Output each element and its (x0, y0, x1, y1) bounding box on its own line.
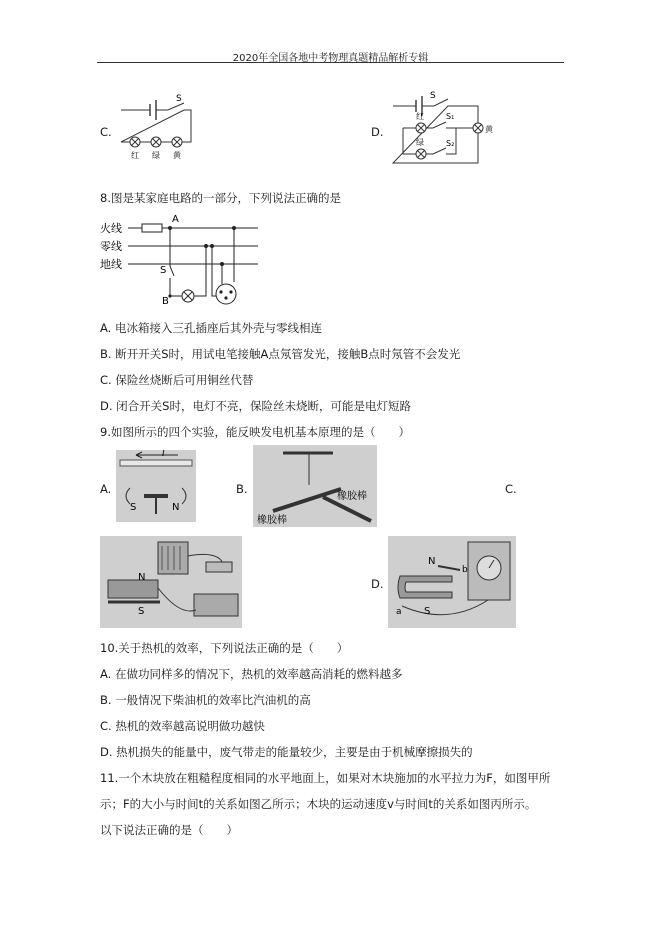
neutral-wire-label: 零线 (100, 240, 122, 253)
q7d-red-label: 红 (416, 112, 424, 121)
q7-option-c-letter: C. (100, 125, 112, 139)
q9-option-a-letter: A. (100, 482, 112, 496)
point-a-label: A (172, 214, 179, 225)
q10-option-d: D. 热机损失的能量中，废气带走的能量较少，主要是由于机械摩擦损失的 (100, 745, 473, 759)
q11-stem-line3: 以下说法正确的是（ ） (100, 823, 238, 837)
q7c-lamp-green-label: 绿 (152, 151, 160, 160)
q9-stem: 9.如图所示的四个实验，能反映发电机基本原理的是（ ） (100, 425, 410, 439)
lamp-green (151, 137, 161, 147)
q7d-s2-label: S₂ (446, 139, 455, 148)
horseshoe-s-label: S (424, 606, 431, 617)
lamp-green (416, 149, 426, 159)
q9-option-b-letter: B. (236, 482, 248, 496)
q7d-switch-label: S (430, 91, 436, 101)
q8-household-circuit-diagram (98, 210, 268, 310)
q8-option-d: D. 闭合开关S时，电灯不亮，保险丝未烧断，可能是电灯短路 (100, 399, 411, 413)
q11-stem-line1: 11.一个木块放在粗糙程度相同的水平地面上，如果对木块施加的水平拉力为F，如图甲所 (100, 771, 551, 785)
lamp-yellow (473, 123, 483, 133)
rod-left-label: 橡胶棒 (257, 515, 287, 526)
switch-s-label: S (160, 265, 167, 276)
wire-b-label: b (462, 565, 468, 575)
q7d-s1-label: S₁ (446, 112, 455, 121)
q7d-green-label: 绿 (416, 138, 424, 147)
wire-a-label: a (396, 607, 402, 617)
q7c-lamp-red-label: 红 (131, 151, 139, 160)
needle-n-label: N (172, 502, 180, 513)
rod-right-label: 橡胶棒 (337, 491, 367, 502)
q11-stem-line2: 示；F的大小与时间t的关系如图乙所示；木块的运动速度v与时间t的关系如图丙所示。 (100, 797, 537, 811)
magnet-n-label: N (138, 572, 146, 583)
point-b-label: B (162, 296, 169, 307)
q7c-lamp-yellow-label: 黄 (173, 151, 181, 160)
q10-option-c: C. 热机的效率越高说明做功越快 (100, 719, 265, 733)
lamp-symbol (182, 290, 194, 302)
lamp-red (130, 137, 140, 147)
q7-option-c-circuit (116, 90, 196, 172)
q10-option-b: B. 一般情况下柴油机的效率比汽油机的高 (100, 693, 311, 707)
q7d-yellow-label: 黄 (485, 125, 493, 134)
q8-stem: 8.图是某家庭电路的一部分，下列说法正确的是 (100, 191, 341, 205)
live-wire-label: 火线 (100, 222, 122, 235)
q10-stem: 10.关于热机的效率，下列说法正确的是（ ） (100, 641, 349, 655)
q7c-switch-label: S (176, 94, 182, 104)
q10-option-a: A. 在做功同样多的情况下，热机的效率越高消耗的燃料越多 (100, 667, 403, 681)
q9-option-a-image (116, 450, 196, 522)
q9-option-b-image (253, 445, 377, 527)
q9-option-d-image (388, 536, 516, 628)
current-label: I (162, 450, 165, 459)
q8-option-a: A. 电冰箱接入三孔插座后其外壳与零线相连 (100, 321, 322, 335)
magnet-s-label: S (138, 606, 145, 617)
q7-option-d-circuit (388, 88, 500, 180)
needle-s-label: S (130, 502, 137, 513)
q8-option-b: B. 断开开关S时，用试电笔接触A点氖管发光，接触B点时氖管不会发光 (100, 347, 461, 361)
q7-option-d-letter: D. (371, 125, 384, 139)
fuse (142, 224, 162, 232)
q9-option-c-image (100, 536, 242, 628)
lamp-yellow (172, 137, 182, 147)
q8-option-c: C. 保险丝烧断后可用铜丝代替 (100, 373, 254, 387)
header-rule (97, 62, 564, 63)
page-header: 2020年全国各地中考物理真题精品解析专辑 (232, 53, 429, 64)
lamp-red (416, 123, 426, 133)
q9-option-c-letter: C. (505, 482, 517, 496)
q9-option-d-letter: D. (371, 577, 384, 591)
ground-wire-label: 地线 (100, 258, 122, 271)
horseshoe-n-label: N (428, 556, 436, 567)
three-pin-socket (216, 284, 236, 304)
